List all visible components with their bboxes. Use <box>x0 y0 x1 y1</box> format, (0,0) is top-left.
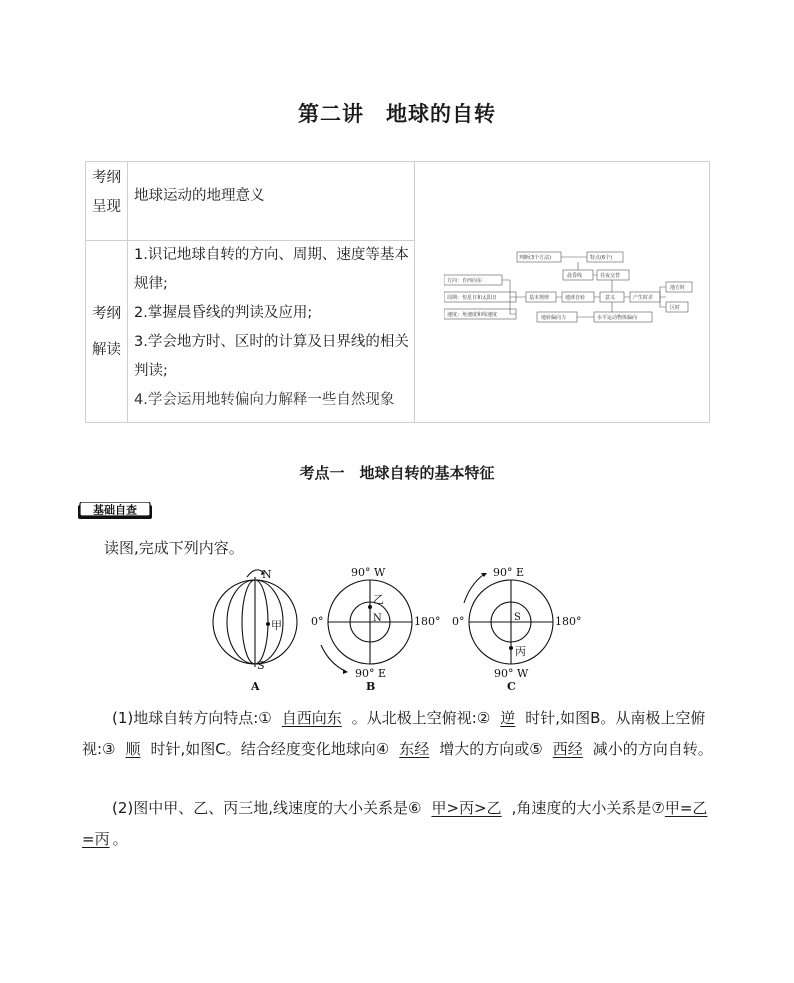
q1-answer-3: 顺 <box>125 740 141 758</box>
outline-content-cell <box>128 162 415 241</box>
outline-label-line: 考纲 <box>92 170 121 186</box>
earth-rotation-figure <box>205 563 595 698</box>
label-n: N <box>262 568 272 581</box>
q1-text: (1)地球自转方向特点:① <box>112 709 272 727</box>
map-node: 判断(3个方法) <box>519 255 552 261</box>
outline-requirement: 地球运动的地理意义 <box>134 188 265 204</box>
map-node: 地方时 <box>670 285 686 291</box>
q1-text: 。从北极上空俯视:② <box>351 709 491 727</box>
section-title: 考点一 地球自转的基本特征 <box>299 464 495 482</box>
objective-item: 4.学会运用地转偏向力解释一些自然现象 <box>134 392 395 408</box>
label-yi: 乙 <box>373 593 384 606</box>
outline-label-line: 解读 <box>92 341 121 358</box>
q1-text: 减小的方向自转。 <box>592 740 713 758</box>
label-90w: 90° W <box>494 667 529 680</box>
map-node: 基本规律 <box>529 295 550 301</box>
q1-answer-5: 西经 <box>552 740 583 758</box>
q1-answer-4: 东经 <box>399 740 430 758</box>
question-2 <box>82 793 714 855</box>
polar-view-c <box>464 575 553 664</box>
q1-answer-2: 逆 <box>500 709 516 727</box>
outline-label-line: 呈现 <box>92 199 121 215</box>
objectives-list <box>128 241 414 415</box>
map-node: 速度：角速度和线速度 <box>447 312 498 318</box>
map-node: 昼夜交替 <box>600 273 621 279</box>
map-node: 产生时差 <box>633 295 654 301</box>
label-pole-n: N <box>373 613 382 624</box>
q1-text: 时针,如图C。结合经度变化地球向④ <box>150 740 390 758</box>
label-0: 0° <box>311 615 324 628</box>
point-bing <box>509 646 513 650</box>
point-yi <box>368 605 372 609</box>
q1-text: 增大的方向或⑤ <box>439 740 543 758</box>
label-180: 180° <box>414 615 441 628</box>
q1-text: 时针,如图B。从南极上空俯视:③ <box>82 709 706 758</box>
outline-label-line: 考纲 <box>92 305 121 322</box>
globe-a <box>213 570 297 667</box>
outline-content-cell <box>128 241 415 423</box>
caption-b: B <box>366 680 376 693</box>
label-90e: 90° E <box>493 566 525 579</box>
outline-label-cell <box>86 241 128 423</box>
label-pole-s: S <box>514 612 521 623</box>
map-node: 方向：自西向东 <box>447 278 483 284</box>
map-node: 水平运动物体偏向 <box>597 315 638 321</box>
basic-review-badge <box>78 502 152 519</box>
map-node: 地转偏向力 <box>541 315 567 321</box>
q2-text: 。 <box>112 830 128 848</box>
objective-item: 1.识记地球自转的方向、周期、速度等基本规律; <box>134 247 409 292</box>
label-bing: 丙 <box>515 645 526 658</box>
map-node: 地球自转 <box>565 295 586 301</box>
caption-a: A <box>251 680 260 693</box>
outline-label-cell <box>86 162 128 241</box>
q2-text: ,角速度的大小关系是⑦ <box>511 799 665 817</box>
map-node: 周期：恒星日和太阳日 <box>447 295 498 301</box>
map-node: 区时 <box>670 305 681 311</box>
map-node: 晨昏线 <box>567 273 583 279</box>
objective-item: 3.学会地方时、区时的计算及日界线的相关判读; <box>134 334 409 379</box>
point-jia <box>266 622 270 626</box>
label-0: 0° <box>452 615 465 628</box>
page-title: 第二讲 地球的自转 <box>298 102 496 126</box>
objective-item: 2.掌握晨昏线的判读及应用; <box>134 305 313 321</box>
q1-answer-1: 自西向东 <box>281 709 342 727</box>
q2-text: (2)图中甲、乙、丙三地,线速度的大小关系是⑥ <box>112 799 422 817</box>
q2-answer-6: 甲>丙>乙 <box>431 799 502 817</box>
map-node: 特点(6个) <box>590 255 613 261</box>
caption-c: C <box>507 680 516 693</box>
label-jia: 甲 <box>271 619 282 632</box>
label-90w: 90° W <box>351 566 386 579</box>
question-1 <box>82 703 714 765</box>
polar-view-b <box>321 580 412 671</box>
label-s: S <box>257 659 265 672</box>
label-180: 180° <box>555 615 582 628</box>
q2-answer-7: 甲=乙=丙 <box>82 799 708 848</box>
intro-text: 读图,完成下列内容。 <box>104 539 244 557</box>
outline-table <box>85 161 710 423</box>
map-node: 意义 <box>605 295 616 301</box>
badge-label: 基础自查 <box>93 503 137 517</box>
concept-map <box>444 250 694 334</box>
concept-map-cell <box>415 162 710 423</box>
label-90e: 90° E <box>355 667 387 680</box>
